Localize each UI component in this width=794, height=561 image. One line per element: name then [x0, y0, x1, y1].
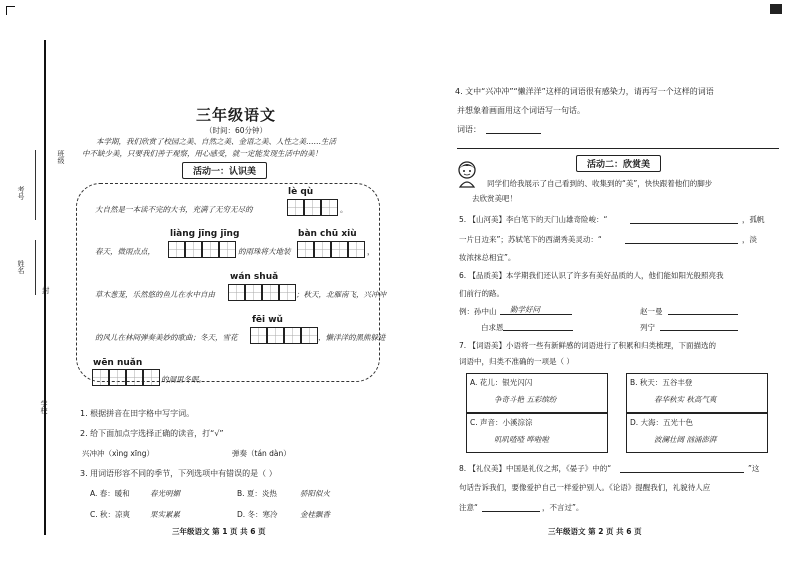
pinyin: lè qù: [288, 187, 314, 197]
passage-text: ，懒洋洋的黑熊躲进: [318, 333, 386, 342]
option-a-label[interactable]: A. 春：暖和: [90, 489, 130, 498]
corner-mark: [770, 4, 782, 14]
option-c-value: 果实累累: [150, 510, 180, 519]
option-c-line: 叽叽喳喳 哗啦啦: [494, 435, 549, 444]
option-c-box[interactable]: [466, 413, 608, 453]
option-c-label[interactable]: C. 秋：凉爽: [90, 510, 131, 519]
tianzige-cell[interactable]: [321, 199, 338, 216]
question-8-text: ，不言过”。: [542, 503, 584, 512]
tianzige-cell[interactable]: [168, 241, 185, 258]
passage-text: 大自然是一本读不完的大书，充满了无穷无尽的: [95, 205, 253, 214]
option-a-value: 春光明媚: [150, 489, 180, 498]
option-b-label[interactable]: B. 夏：炎热: [237, 489, 277, 498]
question-4-line: 并想象着画面用这个词语写一句话。: [457, 106, 585, 115]
answer-line: [500, 314, 572, 315]
question-8-text: 句话告诉我们，要像爱护自己一样爱护别人。《论语》提醒我们，礼貌待人应: [459, 483, 711, 492]
passage-text: ；秋天，北雁南飞，兴冲冲: [296, 290, 386, 299]
answer-line[interactable]: [660, 330, 738, 331]
binding-underline: [35, 240, 36, 295]
binding-label-banji: 班级: [57, 150, 65, 164]
page-footer: 三年级语文 第 2 页 共 6 页: [548, 527, 642, 536]
tianzige-cell[interactable]: [109, 369, 126, 386]
tianzige-cell[interactable]: [92, 369, 109, 386]
option-a-box[interactable]: [466, 373, 608, 413]
tianzige-cell[interactable]: [304, 199, 321, 216]
option-d-label[interactable]: D. 冬：寒冷: [237, 510, 278, 519]
tianzige-cell[interactable]: [301, 327, 318, 344]
question-2: 2. 给下面加点字选择正确的读音，打“√”: [80, 429, 224, 438]
question-8-text: 8. 【礼仪美】中国是礼仪之邦，《晏子》中的“: [459, 464, 612, 473]
question-3: 3. 用词语形容不同的季节，下列选项中有错误的是（ ）: [80, 469, 277, 478]
binding-underline: [35, 150, 36, 220]
comma: ，: [367, 247, 375, 256]
answer-line[interactable]: [625, 243, 738, 244]
period: 。: [340, 205, 348, 214]
question-1: 1. 根据拼音在田字格中写字词。: [80, 409, 195, 418]
intro-line: 中不缺少美，只要我们善于观察，用心感受，就一定能发现生活中的美！: [82, 149, 322, 158]
pinyin: fēi wǔ: [252, 315, 283, 325]
option-d-line: D. 大海：五光十色: [630, 418, 694, 427]
tianzige-cell[interactable]: [262, 284, 279, 301]
passage-text: 的洞里冬眠。: [161, 375, 206, 384]
intro-line: 本学期，我们欣赏了校园之美、自然之美、金语之美、人性之美……生活: [96, 137, 336, 146]
tianzige-cell[interactable]: [331, 241, 348, 258]
question-2-option[interactable]: 兴冲冲（xìng xīng）: [82, 449, 154, 458]
corner-mark: [6, 6, 15, 15]
tianzige-cell[interactable]: [284, 327, 301, 344]
tianzige-cell[interactable]: [287, 199, 304, 216]
question-2-option[interactable]: 弹奏（tán dàn）: [232, 449, 291, 458]
answer-line[interactable]: [457, 148, 779, 149]
option-b-box[interactable]: [626, 373, 768, 413]
option-b-line: B. 秋天：五谷丰登: [630, 378, 693, 387]
question-6-text: 6. 【品质美】本学期我们还认识了许多有美好品质的人，他们能如阳光般照亮我: [459, 271, 724, 280]
tianzige-cell[interactable]: [185, 241, 202, 258]
answer-line[interactable]: [482, 511, 540, 512]
answer-line[interactable]: [630, 223, 738, 224]
tianzige-cell[interactable]: [245, 284, 262, 301]
pinyin: liàng jīng jīng: [170, 229, 240, 239]
question-7-text: 7. 【词语美】小语将一些有新鲜感的词语进行了积累和归类梳理，下面描选的: [459, 341, 717, 350]
binding-label-xuexiao: 学校: [40, 400, 48, 414]
pinyin: wēn nuǎn: [93, 358, 143, 368]
answer-line[interactable]: [503, 330, 573, 331]
question-5-text: 5. 【山河美】李白笔下的天门山雄奇险峻：“: [459, 215, 608, 224]
intro-line: 去欣赏美吧！: [472, 194, 517, 203]
option-d-value: 金桂飘香: [300, 510, 330, 519]
tianzige-cell[interactable]: [228, 284, 245, 301]
person-name: 赵一曼: [640, 307, 663, 316]
question-5-text: 妆浓抹总相宜”。: [459, 253, 516, 262]
binding-label-kaohao: 考号: [17, 186, 25, 200]
page-footer: 三年级语文 第 1 页 共 6 页: [172, 527, 266, 536]
option-b-line: 春华秋实 秋高气爽: [654, 395, 717, 404]
question-4-line: 4. 文中“兴冲冲”“懒洋洋”这样的词语很有感染力，请再写一个这样的词语: [455, 87, 714, 96]
tianzige-cell[interactable]: [202, 241, 219, 258]
option-c-line: C. 声音：小溪淙淙: [470, 418, 533, 427]
binding-label-xingming: 姓名: [17, 260, 25, 274]
tianzige-cell[interactable]: [279, 284, 296, 301]
example-value: 勤学好问: [510, 305, 540, 314]
answer-line[interactable]: [486, 133, 541, 134]
example-label: 例：孙中山: [459, 307, 497, 316]
passage-text: 的风儿在林间弹奏美妙的歌曲；冬天，雪花: [95, 333, 238, 342]
answer-line[interactable]: [668, 314, 738, 315]
passage-text: 春天，微雨点点，: [95, 247, 155, 256]
question-5-text: ，孤帆: [742, 215, 765, 224]
answer-line[interactable]: [620, 472, 744, 473]
page-title: 三年级语文: [196, 106, 277, 124]
girl-avatar-icon: [456, 160, 478, 188]
pinyin: wán shuǎ: [230, 272, 279, 282]
activity2-badge: 活动二：欣赏美: [576, 155, 661, 172]
passage-text: 的雨珠将大地装: [238, 247, 291, 256]
time-note: （时间：60分钟）: [205, 126, 268, 135]
question-8-text: 注意“: [459, 503, 478, 512]
question-6-text: 们前行的路。: [459, 289, 504, 298]
question-5-text: 一片日边来”；苏轼笔下的西湖秀美灵动：“: [459, 235, 602, 244]
tianzige-cell[interactable]: [348, 241, 365, 258]
option-b-value: 骄阳似火: [300, 489, 330, 498]
question-5-text: ，淡: [742, 235, 757, 244]
person-name: 列宁: [640, 323, 655, 332]
question-8-text: ”这: [748, 464, 760, 473]
tianzige-cell[interactable]: [250, 327, 267, 344]
passage-text: 草木葱茏，乐然悠的鱼儿在水中自由: [95, 290, 215, 299]
tianzige-cell[interactable]: [267, 327, 284, 344]
option-d-line: 波澜壮阔 汹涌澎湃: [654, 435, 717, 444]
intro-line: 同学们给我展示了自己看到的、收集到的“美”，快快跟着他们的脚步: [487, 179, 713, 188]
tianzige-cell[interactable]: [143, 369, 160, 386]
option-a-line: A. 花儿：银光闪闪: [470, 378, 533, 387]
tianzige-cell[interactable]: [314, 241, 331, 258]
activity1-badge: 活动一：认识美: [182, 162, 267, 179]
question-4-label: 词语：: [457, 125, 481, 134]
pinyin: bàn chū xiù: [298, 229, 357, 239]
question-7-text: 词语中，归类不准确的一项是（ ）: [459, 357, 574, 366]
option-a-line: 争奇斗艳 五彩缤纷: [494, 395, 557, 404]
tianzige-cell[interactable]: [126, 369, 143, 386]
binding-mark: 封: [42, 286, 50, 295]
tianzige-cell[interactable]: [219, 241, 236, 258]
option-d-box[interactable]: [626, 413, 768, 453]
person-name: 白求恩: [481, 323, 504, 332]
tianzige-cell[interactable]: [297, 241, 314, 258]
